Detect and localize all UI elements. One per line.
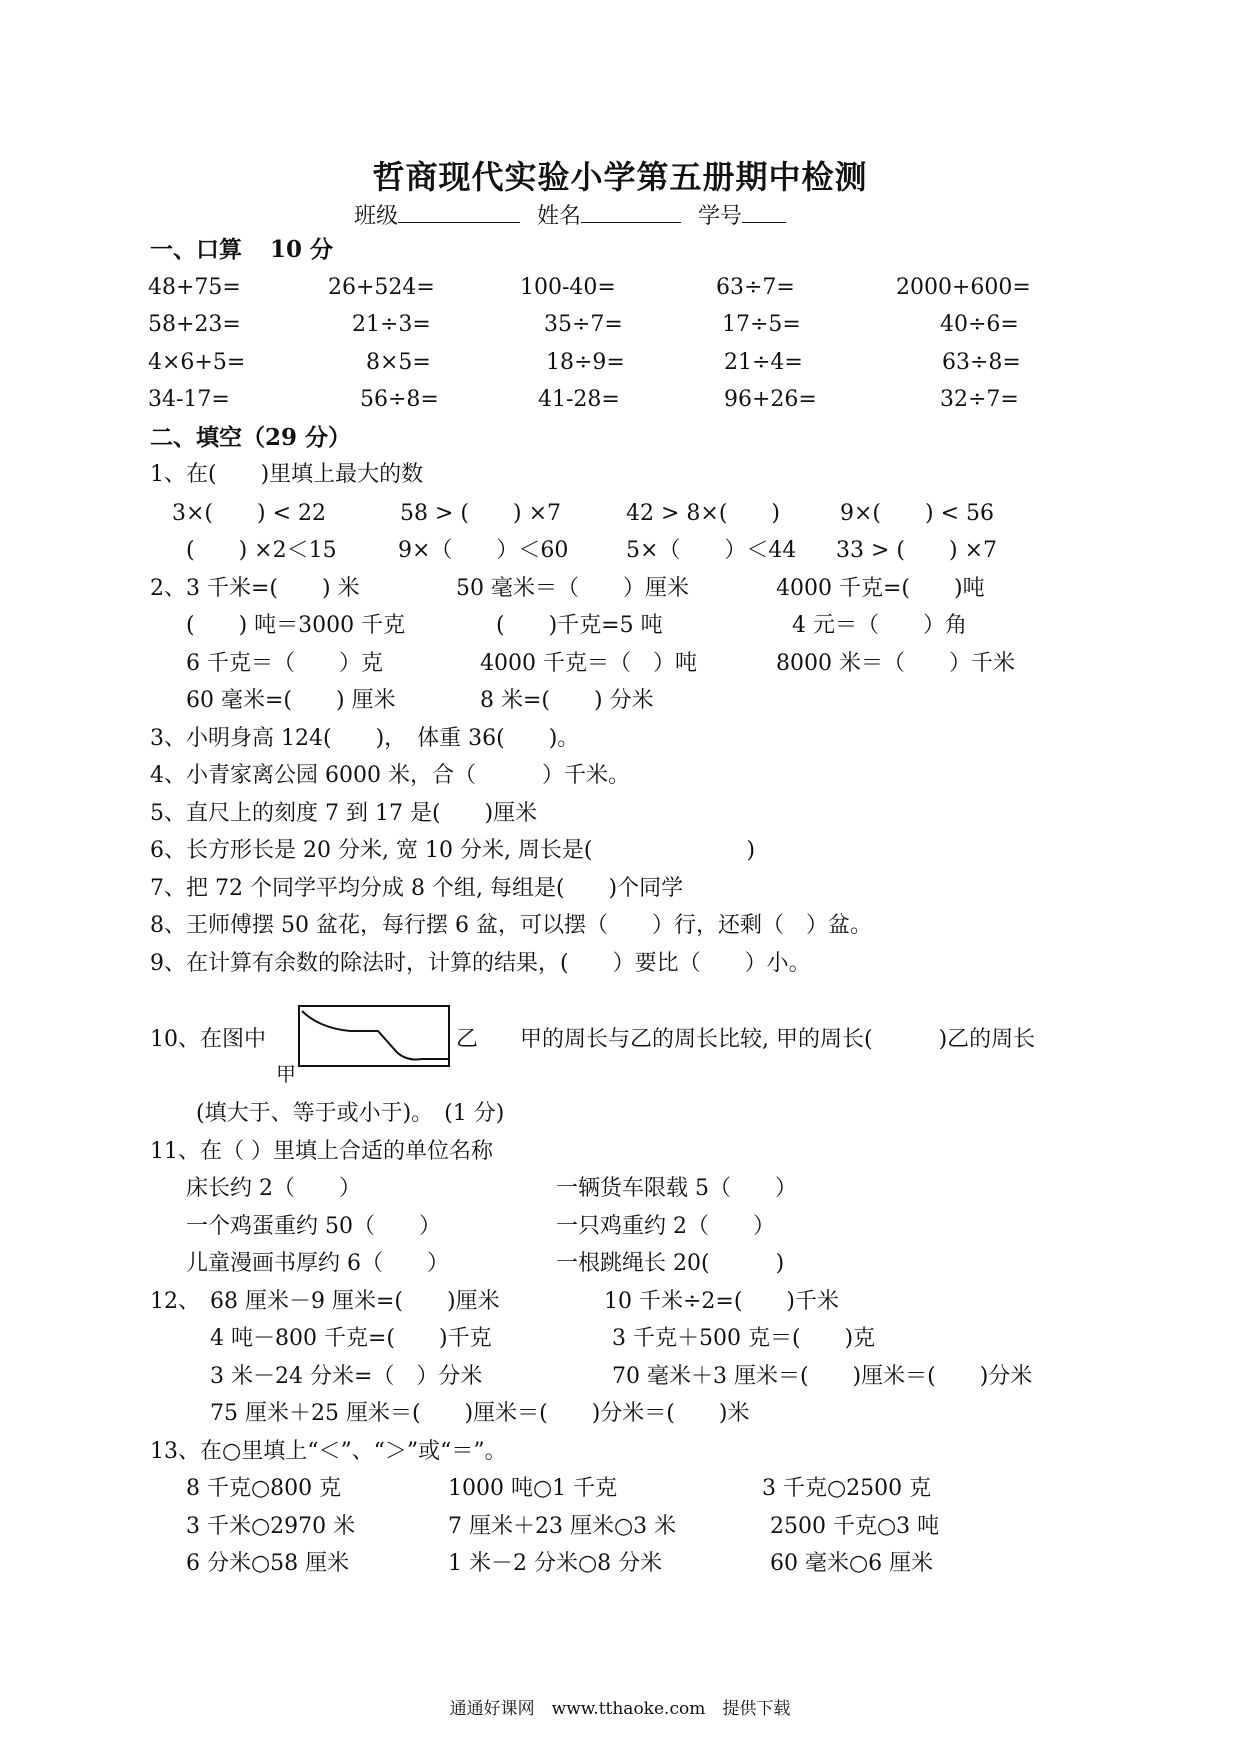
calc-item: 96+26= <box>724 387 817 412</box>
q10-note: (填大于、等于或小于)。 (1 分) <box>196 1101 505 1126</box>
q5: 5、直尺上的刻度 7 到 17 是( )厘米 <box>150 801 538 826</box>
calc-item: 48+75= <box>148 275 241 300</box>
q1-item: 33 > ( ) ×7 <box>836 538 998 563</box>
page-title: 哲商现代实验小学第五册期中检测 <box>372 158 868 196</box>
calc-item: 100-40= <box>520 275 616 300</box>
q13-item: 1000 吨○1 千克 <box>448 1476 618 1501</box>
class-blank[interactable] <box>398 200 520 223</box>
section1-score: 10 分 <box>270 236 334 263</box>
calc-item: 34-17= <box>148 387 230 412</box>
q12-item: 70 毫米＋3 厘米＝( )厘米＝( )分米 <box>612 1364 1033 1389</box>
q13-item: 1 米－2 分米○8 分米 <box>448 1551 663 1576</box>
q2-item: 4000 千克=( )吨 <box>776 576 985 601</box>
q11-item: 儿童漫画书厚约 6（ ） <box>186 1251 449 1276</box>
q8: 8、王师傅摆 50 盆花，每行摆 6 盆，可以摆（ ）行，还剩（ ）盆。 <box>150 913 872 938</box>
q13-item: 8 千克○800 克 <box>186 1476 342 1501</box>
q2-item: ( ) 吨＝3000 千克 <box>186 613 406 638</box>
q12-number: 12、 <box>150 1289 200 1314</box>
q6: 6、长方形长是 20 分米, 宽 10 分米, 周长是( ) <box>150 838 756 863</box>
class-label: 班级 <box>354 204 399 229</box>
calc-item: 18÷9= <box>546 350 625 375</box>
q2-item: ( )千克=5 吨 <box>496 613 663 638</box>
q11-item: 一个鸡蛋重约 50（ ） <box>186 1214 441 1239</box>
q2-item: 50 毫米＝（ ）厘米 <box>456 576 689 601</box>
q11-item: 一根跳绳长 20( ) <box>556 1251 785 1276</box>
page-footer: 通通好课网 www.tthaoke.com 提供下载 <box>449 1699 791 1719</box>
q12-item: 75 厘米＋25 厘米＝( )厘米＝( )分米＝( )米 <box>210 1401 750 1426</box>
q12-item: 3 千克＋500 克＝( )克 <box>612 1326 876 1351</box>
calc-item: 21÷4= <box>724 350 803 375</box>
id-blank[interactable] <box>742 200 786 223</box>
q1-item: 42 > 8×( ) <box>626 501 781 526</box>
figure-label-a: 甲 <box>276 1062 296 1086</box>
q1-item: 9×( ) < 56 <box>840 501 995 526</box>
q1-prompt: 1、在( )里填上最大的数 <box>150 462 424 487</box>
q13-item: 3 千克○2500 克 <box>762 1476 932 1501</box>
q2-item: 60 毫米=( ) 厘米 <box>186 688 396 713</box>
q2-item: 6 千克＝（ ）克 <box>186 651 383 676</box>
q13-prompt: 13、在○里填上“＜”、“＞”或“＝”。 <box>150 1439 507 1464</box>
name-blank[interactable] <box>581 200 681 223</box>
q1-item: 9×（ ）＜60 <box>398 538 569 563</box>
calc-item: 4×6+5= <box>148 350 246 375</box>
q12-item: 4 吨－800 千克=( )千克 <box>210 1326 492 1351</box>
q11-prompt: 11、在（ ）里填上合适的单位名称 <box>150 1139 493 1164</box>
q4: 4、小青家离公园 6000 米，合（ ）千米。 <box>150 763 630 788</box>
name-label: 姓名 <box>537 204 582 229</box>
q13-item: 60 毫米○6 厘米 <box>770 1551 934 1576</box>
q2-item: 2、3 千米=( ) 米 <box>150 576 360 601</box>
figure-dividing-curve <box>302 1011 448 1060</box>
calc-item: 32÷7= <box>940 387 1019 412</box>
q11-item: 一只鸡重约 2（ ） <box>556 1214 775 1239</box>
calc-item: 35÷7= <box>544 312 623 337</box>
section1-title: 一、口算 <box>150 236 242 263</box>
calc-item: 63÷8= <box>942 350 1021 375</box>
q13-item: 6 分米○58 厘米 <box>186 1551 350 1576</box>
calc-item: 58+23= <box>148 312 241 337</box>
q13-item: 7 厘米＋23 厘米○3 米 <box>448 1514 677 1539</box>
calc-item: 56÷8= <box>360 387 439 412</box>
q3: 3、小明身高 124( )， 体重 36( )。 <box>150 726 580 751</box>
q2-item: 4000 千克＝（ ）吨 <box>480 651 697 676</box>
figure-label-b: 乙 <box>456 1027 479 1052</box>
q9: 9、在计算有余数的除法时，计算的结果，( ）要比（ ）小。 <box>150 951 811 976</box>
student-info-line <box>354 200 786 231</box>
q10-prefix: 10、在图中 <box>150 1027 266 1052</box>
q12-item: 10 千米÷2=( )千米 <box>604 1289 840 1314</box>
q11-item: 一辆货车限载 5（ ） <box>556 1176 797 1201</box>
q1-item: 3×( ) < 22 <box>172 501 327 526</box>
section2-heading: 二、填空（29 分） <box>150 424 352 451</box>
calc-item: 40÷6= <box>940 312 1019 337</box>
q13-item: 3 千米○2970 米 <box>186 1514 356 1539</box>
calc-item: 17÷5= <box>722 312 801 337</box>
calc-item: 63÷7= <box>716 275 795 300</box>
q13-item: 2500 千克○3 吨 <box>770 1514 940 1539</box>
calc-item: 8×5= <box>366 350 431 375</box>
calc-item: 2000+600= <box>896 275 1031 300</box>
q10-text: 甲的周长与乙的周长比较, 甲的周长( )乙的周长 <box>520 1027 1036 1052</box>
q2-item: 4 元＝（ ）角 <box>792 613 967 638</box>
perimeter-figure <box>298 1005 450 1067</box>
section1-heading <box>150 236 333 264</box>
calc-item: 26+524= <box>328 275 435 300</box>
q1-item: 5×（ ）＜44 <box>626 538 797 563</box>
q2-item: 8000 米＝（ ）千米 <box>776 651 1015 676</box>
id-label: 学号 <box>698 204 743 229</box>
q2-item: 8 米=( ) 分米 <box>480 688 654 713</box>
figure-rectangle <box>299 1006 449 1066</box>
q11-item: 床长约 2（ ） <box>186 1176 361 1201</box>
q1-item: 58 > ( ) ×7 <box>400 501 562 526</box>
q12-item: 68 厘米－9 厘米=( )厘米 <box>210 1289 500 1314</box>
q7: 7、把 72 个同学平均分成 8 个组, 每组是( )个同学 <box>150 876 684 901</box>
q1-item: ( ) ×2＜15 <box>186 538 337 563</box>
q12-item: 3 米－24 分米=（ ）分米 <box>210 1364 483 1389</box>
calc-item: 21÷3= <box>352 312 431 337</box>
calc-item: 41-28= <box>538 387 620 412</box>
